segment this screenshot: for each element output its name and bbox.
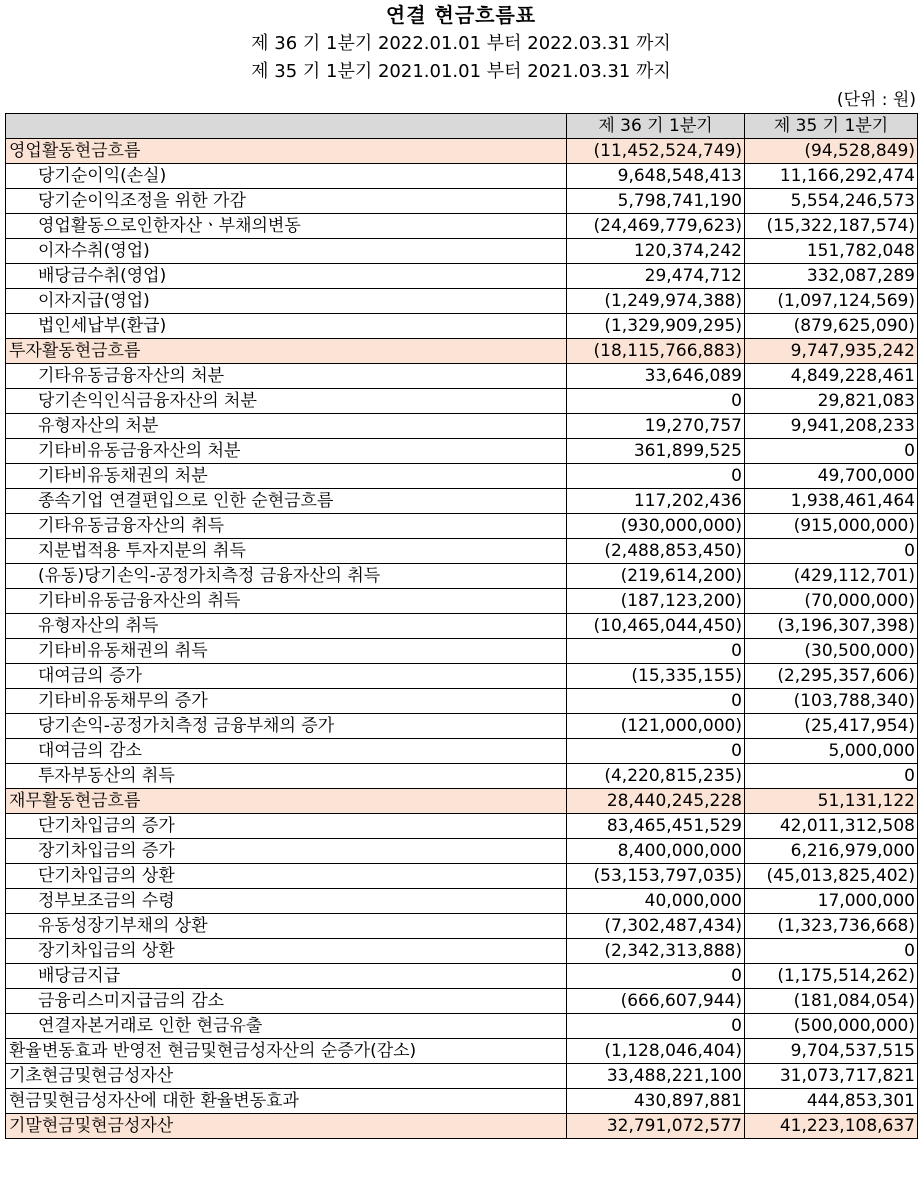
previous-period-value: 9,941,208,233 bbox=[745, 414, 918, 439]
table-header-row bbox=[6, 114, 918, 139]
table-row bbox=[6, 1089, 918, 1114]
row-label: 투자부동산의 취득 bbox=[6, 764, 567, 789]
previous-period-value: (70,000,000) bbox=[745, 589, 918, 614]
current-period-value: 361,899,525 bbox=[567, 439, 745, 464]
table-row bbox=[6, 789, 918, 814]
cash-flow-table bbox=[5, 113, 918, 1139]
row-label: 장기차입금의 증가 bbox=[6, 839, 567, 864]
previous-period-value: 17,000,000 bbox=[745, 889, 918, 914]
current-period-value: 0 bbox=[567, 739, 745, 764]
previous-period-value: 9,747,935,242 bbox=[745, 339, 918, 364]
table-row bbox=[6, 164, 918, 189]
current-period-value: 430,897,881 bbox=[567, 1089, 745, 1114]
current-period-value: (4,220,815,235) bbox=[567, 764, 745, 789]
row-label: 기타비유동금융자산의 취득 bbox=[6, 589, 567, 614]
previous-period-value: 31,073,717,821 bbox=[745, 1064, 918, 1089]
period-previous: 제 35 기 1분기 2021.01.01 부터 2021.03.31 까지 bbox=[251, 61, 671, 82]
previous-period-value: (3,196,307,398) bbox=[745, 614, 918, 639]
current-period-value: (10,465,044,450) bbox=[567, 614, 745, 639]
row-label: 종속기업 연결편입으로 인한 순현금흐름 bbox=[6, 489, 567, 514]
table-row bbox=[6, 1014, 918, 1039]
current-period-value: (11,452,524,749) bbox=[567, 139, 745, 164]
current-period-value: 8,400,000,000 bbox=[567, 839, 745, 864]
current-period-value: 32,791,072,577 bbox=[567, 1114, 745, 1139]
current-period-value: 0 bbox=[567, 464, 745, 489]
row-label: 투자활동현금흐름 bbox=[6, 339, 567, 364]
table-row bbox=[6, 764, 918, 789]
row-label: 법인세납부(환급) bbox=[6, 314, 567, 339]
row-label: 기타비유동채무의 증가 bbox=[6, 689, 567, 714]
current-period-value: 120,374,242 bbox=[567, 239, 745, 264]
table-row bbox=[6, 639, 918, 664]
row-label: 단기차입금의 상환 bbox=[6, 864, 567, 889]
previous-period-value: 0 bbox=[745, 439, 918, 464]
row-label: (유동)당기손익-공정가치측정 금융자산의 취득 bbox=[6, 564, 567, 589]
row-label: 기말현금및현금성자산 bbox=[6, 1114, 567, 1139]
current-period-value: (2,488,853,450) bbox=[567, 539, 745, 564]
row-label: 유동성장기부채의 상환 bbox=[6, 914, 567, 939]
row-label: 기타비유동채권의 취득 bbox=[6, 639, 567, 664]
row-label: 유형자산의 처분 bbox=[6, 414, 567, 439]
current-period-value: (15,335,155) bbox=[567, 664, 745, 689]
table-row bbox=[6, 814, 918, 839]
row-label: 배당금수취(영업) bbox=[6, 264, 567, 289]
row-label: 단기차입금의 증가 bbox=[6, 814, 567, 839]
table-row bbox=[6, 489, 918, 514]
previous-period-value: 29,821,083 bbox=[745, 389, 918, 414]
table-row bbox=[6, 564, 918, 589]
current-period-value: 33,488,221,100 bbox=[567, 1064, 745, 1089]
table-row bbox=[6, 1039, 918, 1064]
row-label: 유형자산의 취득 bbox=[6, 614, 567, 639]
table-row bbox=[6, 339, 918, 364]
previous-period-value: 0 bbox=[745, 539, 918, 564]
previous-period-value: (2,295,357,606) bbox=[745, 664, 918, 689]
current-period-value: 0 bbox=[567, 1014, 745, 1039]
table-row bbox=[6, 1064, 918, 1089]
table-row bbox=[6, 514, 918, 539]
table-row bbox=[6, 614, 918, 639]
row-label: 영업활동현금흐름 bbox=[6, 139, 567, 164]
table-row bbox=[6, 989, 918, 1014]
current-period-value: 28,440,245,228 bbox=[567, 789, 745, 814]
row-label: 배당금지급 bbox=[6, 964, 567, 989]
current-period-value: (24,469,779,623) bbox=[567, 214, 745, 239]
current-period-value: (2,342,313,888) bbox=[567, 939, 745, 964]
table-row bbox=[6, 139, 918, 164]
table-row bbox=[6, 539, 918, 564]
row-label: 당기순이익조정을 위한 가감 bbox=[6, 189, 567, 214]
row-label: 이자수취(영업) bbox=[6, 239, 567, 264]
current-period-value: (1,249,974,388) bbox=[567, 289, 745, 314]
current-period-value: (666,607,944) bbox=[567, 989, 745, 1014]
row-label: 당기손익인식금융자산의 처분 bbox=[6, 389, 567, 414]
table-row bbox=[6, 889, 918, 914]
table-row bbox=[6, 314, 918, 339]
unit-label: (단위 : 원) bbox=[836, 90, 916, 110]
row-label: 대여금의 증가 bbox=[6, 664, 567, 689]
previous-period-value: (1,097,124,569) bbox=[745, 289, 918, 314]
current-period-value: 9,648,548,413 bbox=[567, 164, 745, 189]
previous-period-value: (45,013,825,402) bbox=[745, 864, 918, 889]
table-row bbox=[6, 414, 918, 439]
table-row bbox=[6, 714, 918, 739]
row-label: 지분법적용 투자지분의 취득 bbox=[6, 539, 567, 564]
current-period-value: 0 bbox=[567, 964, 745, 989]
table-row bbox=[6, 589, 918, 614]
table-row bbox=[6, 464, 918, 489]
table-row bbox=[6, 239, 918, 264]
table-row bbox=[6, 214, 918, 239]
current-period-value: 5,798,741,190 bbox=[567, 189, 745, 214]
previous-period-value: 444,853,301 bbox=[745, 1089, 918, 1114]
row-label: 연결자본거래로 인한 현금유출 bbox=[6, 1014, 567, 1039]
previous-period-value: (103,788,340) bbox=[745, 689, 918, 714]
table-row bbox=[6, 914, 918, 939]
previous-period-value: (879,625,090) bbox=[745, 314, 918, 339]
table-row bbox=[6, 939, 918, 964]
previous-period-value: (181,084,054) bbox=[745, 989, 918, 1014]
previous-period-value: (25,417,954) bbox=[745, 714, 918, 739]
row-label: 당기순이익(손실) bbox=[6, 164, 567, 189]
previous-period-value: (94,528,849) bbox=[745, 139, 918, 164]
row-label: 정부보조금의 수령 bbox=[6, 889, 567, 914]
table-row bbox=[6, 439, 918, 464]
statement-title: 연결 현금흐름표 bbox=[385, 3, 537, 27]
table-row bbox=[6, 839, 918, 864]
table-row bbox=[6, 864, 918, 889]
period-current: 제 36 기 1분기 2022.01.01 부터 2022.03.31 까지 bbox=[251, 33, 671, 54]
previous-period-value: (15,322,187,574) bbox=[745, 214, 918, 239]
previous-period-value: 0 bbox=[745, 764, 918, 789]
current-period-value: (187,123,200) bbox=[567, 589, 745, 614]
table-row bbox=[6, 664, 918, 689]
row-label: 기초현금및현금성자산 bbox=[6, 1064, 567, 1089]
row-label: 대여금의 감소 bbox=[6, 739, 567, 764]
previous-period-value: (429,112,701) bbox=[745, 564, 918, 589]
previous-period-value: 51,131,122 bbox=[745, 789, 918, 814]
table-row bbox=[6, 689, 918, 714]
header-blank-cell bbox=[6, 114, 567, 139]
current-period-value: 0 bbox=[567, 639, 745, 664]
previous-period-value: 151,782,048 bbox=[745, 239, 918, 264]
current-period-value: 0 bbox=[567, 689, 745, 714]
previous-period-value: 0 bbox=[745, 939, 918, 964]
previous-period-value: 49,700,000 bbox=[745, 464, 918, 489]
table-row bbox=[6, 264, 918, 289]
row-label: 기타유동금융자산의 처분 bbox=[6, 364, 567, 389]
current-period-value: 83,465,451,529 bbox=[567, 814, 745, 839]
row-label: 기타유동금융자산의 취득 bbox=[6, 514, 567, 539]
current-period-value: (53,153,797,035) bbox=[567, 864, 745, 889]
previous-period-value: (500,000,000) bbox=[745, 1014, 918, 1039]
current-period-value: (1,329,909,295) bbox=[567, 314, 745, 339]
current-period-value: 19,270,757 bbox=[567, 414, 745, 439]
row-label: 재무활동현금흐름 bbox=[6, 789, 567, 814]
previous-period-value: 11,166,292,474 bbox=[745, 164, 918, 189]
table-row bbox=[6, 289, 918, 314]
header-previous-period: 제 35 기 1분기 bbox=[745, 114, 918, 139]
row-label: 이자지급(영업) bbox=[6, 289, 567, 314]
row-label: 당기손익-공정가치측정 금융부채의 증가 bbox=[6, 714, 567, 739]
previous-period-value: 5,554,246,573 bbox=[745, 189, 918, 214]
current-period-value: (7,302,487,434) bbox=[567, 914, 745, 939]
previous-period-value: 6,216,979,000 bbox=[745, 839, 918, 864]
previous-period-value: (30,500,000) bbox=[745, 639, 918, 664]
table-row bbox=[6, 389, 918, 414]
previous-period-value: 9,704,537,515 bbox=[745, 1039, 918, 1064]
current-period-value: (18,115,766,883) bbox=[567, 339, 745, 364]
current-period-value: 29,474,712 bbox=[567, 264, 745, 289]
header-current-period: 제 36 기 1분기 bbox=[567, 114, 745, 139]
table-row bbox=[6, 739, 918, 764]
previous-period-value: 5,000,000 bbox=[745, 739, 918, 764]
previous-period-value: 1,938,461,464 bbox=[745, 489, 918, 514]
row-label: 금융리스미지급금의 감소 bbox=[6, 989, 567, 1014]
row-label: 기타비유동금융자산의 처분 bbox=[6, 439, 567, 464]
previous-period-value: 42,011,312,508 bbox=[745, 814, 918, 839]
table-row bbox=[6, 189, 918, 214]
previous-period-value: (1,175,514,262) bbox=[745, 964, 918, 989]
current-period-value: 0 bbox=[567, 389, 745, 414]
previous-period-value: (915,000,000) bbox=[745, 514, 918, 539]
current-period-value: (121,000,000) bbox=[567, 714, 745, 739]
row-label: 현금및현금성자산에 대한 환율변동효과 bbox=[6, 1089, 567, 1114]
row-label: 영업활동으로인한자산ㆍ부채의변동 bbox=[6, 214, 567, 239]
previous-period-value: 4,849,228,461 bbox=[745, 364, 918, 389]
current-period-value: 40,000,000 bbox=[567, 889, 745, 914]
previous-period-value: 41,223,108,637 bbox=[745, 1114, 918, 1139]
row-label: 환율변동효과 반영전 현금및현금성자산의 순증가(감소) bbox=[6, 1039, 567, 1064]
current-period-value: 117,202,436 bbox=[567, 489, 745, 514]
row-label: 기타비유동채권의 처분 bbox=[6, 464, 567, 489]
table-row bbox=[6, 1114, 918, 1139]
current-period-value: (1,128,046,404) bbox=[567, 1039, 745, 1064]
table-row bbox=[6, 364, 918, 389]
row-label: 장기차입금의 상환 bbox=[6, 939, 567, 964]
previous-period-value: (1,323,736,668) bbox=[745, 914, 918, 939]
current-period-value: (930,000,000) bbox=[567, 514, 745, 539]
table-row bbox=[6, 964, 918, 989]
current-period-value: (219,614,200) bbox=[567, 564, 745, 589]
previous-period-value: 332,087,289 bbox=[745, 264, 918, 289]
current-period-value: 33,646,089 bbox=[567, 364, 745, 389]
